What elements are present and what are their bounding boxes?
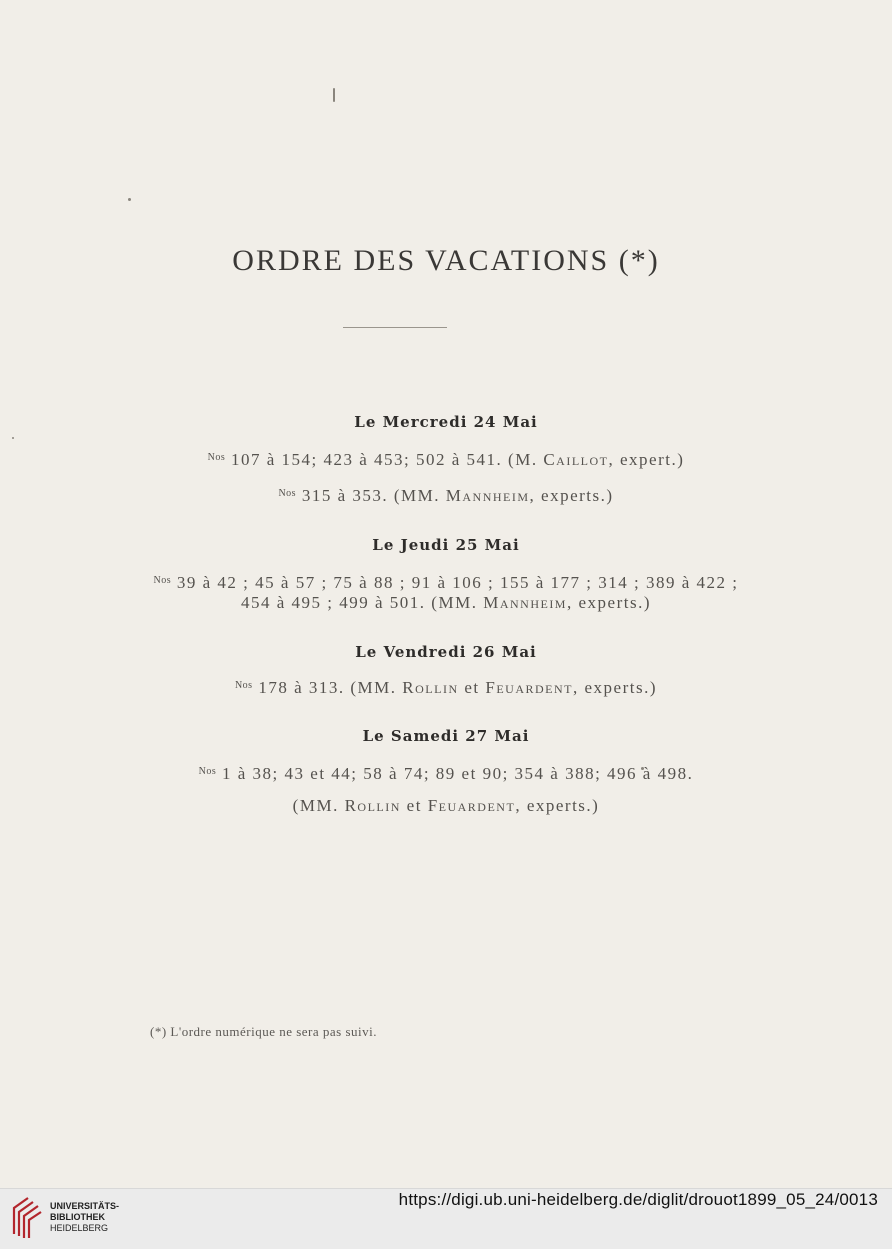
session-line (0, 486, 892, 506)
logo-line-1: UNIVERSITÄTS- (50, 1201, 120, 1211)
session-heading-vendredi: Le Vendredi 26 Mai (355, 643, 537, 661)
nos-label: Nos (198, 766, 217, 777)
title-divider (343, 327, 447, 328)
lot-numbers: 178 à 313. (MM. (258, 678, 397, 697)
logo-line-2: BIBLIOTHEK (50, 1212, 105, 1222)
nos-label: Nos (153, 575, 172, 586)
session-heading-jeudi: Le Jeudi 25 Mai (372, 536, 520, 554)
expert-name: Feuardent (427, 796, 516, 815)
session-heading-mercredi: Le Mercredi 24 Mai (354, 413, 538, 431)
expert-name: Rollin (344, 796, 401, 815)
paper-speck (128, 198, 131, 201)
library-logo-icon[interactable] (10, 1194, 44, 1240)
conjunction: et (406, 796, 422, 815)
expert-name: Rollin (402, 678, 459, 697)
session-line (0, 764, 892, 784)
logo-line-3: HEIDELBERG (50, 1223, 109, 1233)
expert-suffix: , experts.) (573, 678, 658, 697)
session-heading-samedi: Le Samedi 27 Mai (362, 727, 530, 745)
expert-name: Caillot (543, 450, 609, 469)
paper-speck (12, 437, 14, 439)
expert-suffix: , experts.) (566, 593, 651, 612)
lot-numbers: 315 à 353. (MM. (301, 486, 441, 505)
expert-suffix: , expert.) (608, 450, 685, 469)
nos-label: Nos (278, 488, 297, 499)
lot-numbers: 454 à 495 ; 499 à 501. (MM. (240, 593, 478, 612)
footnote: (*) L'ordre numérique ne sera pas suivi. (150, 1024, 378, 1039)
session-line (0, 450, 892, 470)
lot-numbers: 39 à 42 ; 45 à 57 ; 75 à 88 ; 91 à 106 ; 155 à 177 ; 314 ; 389 à 422 ; (176, 573, 739, 592)
page-title: ORDRE DES VACATIONS (*) (232, 244, 660, 277)
nos-label: Nos (234, 680, 253, 691)
nos-label: Nos (207, 452, 226, 463)
session-line (0, 796, 892, 816)
session-line (0, 678, 892, 698)
expert-name: Feuardent (485, 678, 574, 697)
expert-name: Mannheim (445, 486, 530, 505)
lot-numbers: 1 à 38; 43 et 44; 58 à 74; 89 et 90; 354 à 388; 496 à 498. (222, 764, 694, 783)
paper-speck (333, 88, 335, 102)
session-line (0, 573, 892, 593)
expert-name: Mannheim (483, 593, 567, 612)
conjunction: et (464, 678, 480, 697)
expert-suffix: , experts.) (515, 796, 600, 815)
lot-numbers: 107 à 154; 423 à 453; 502 à 541. (M. (230, 450, 538, 469)
expert-suffix: , experts.) (529, 486, 614, 505)
lot-numbers: (MM. (292, 796, 339, 815)
library-logo-text[interactable] (50, 1201, 119, 1234)
permalink-url[interactable]: https://digi.ub.uni-heidelberg.de/diglit/drouot1899_05_24/0013 (398, 1190, 878, 1209)
session-line (0, 593, 892, 613)
